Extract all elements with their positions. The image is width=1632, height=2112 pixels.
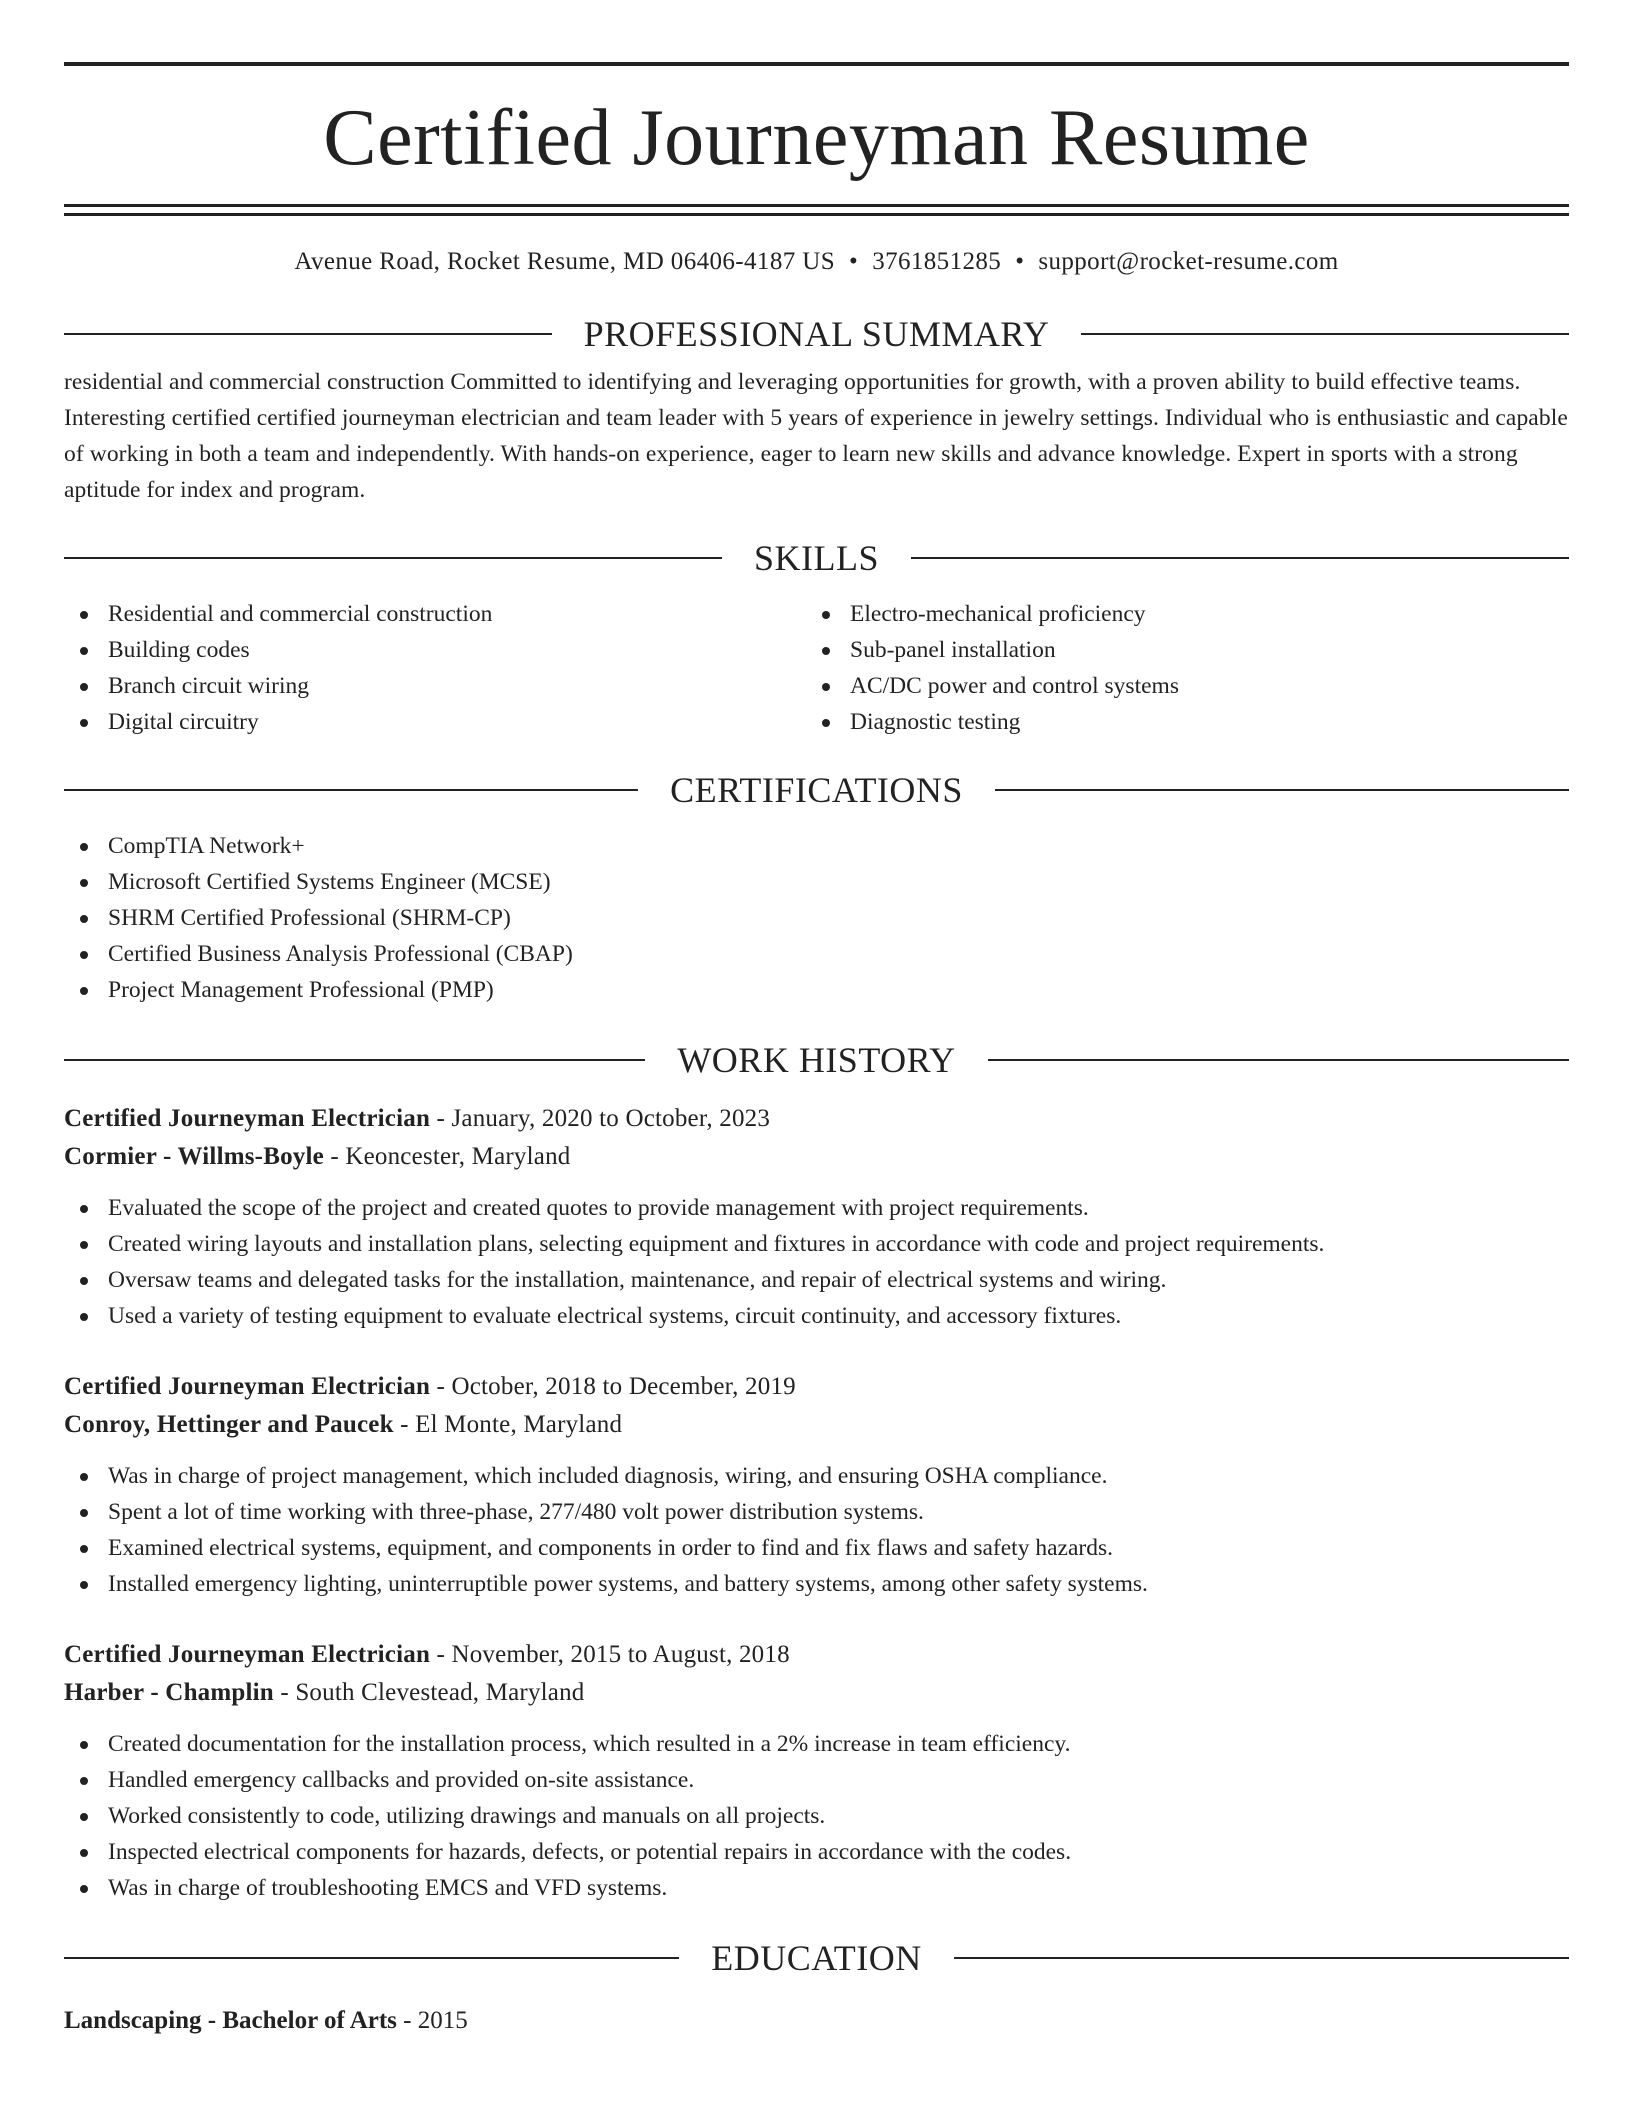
education-year: - 2015 (396, 2007, 468, 2034)
section-rule-right (988, 1059, 1569, 1061)
section-rule-left (64, 557, 722, 559)
job-dates: - January, 2020 to October, 2023 (430, 1105, 771, 1132)
job-title-line (64, 1368, 1569, 1406)
contact-separator: • (1015, 248, 1025, 275)
job-company: Conroy, Hettinger and Paucek (64, 1411, 394, 1438)
section-header-certifications (64, 768, 1569, 812)
job-bullet: Oversaw teams and delegated tasks for the installation, maintenance, and repair of electrical systems and wiring. (64, 1262, 1569, 1298)
certification-item: Microsoft Certified Systems Engineer (MCSE) (64, 864, 1569, 900)
job-company-line (64, 1674, 1569, 1712)
skill-item: Electro-mechanical proficiency (806, 596, 1548, 632)
skill-item: Residential and commercial construction (64, 596, 806, 632)
job-role: Certified Journeyman Electrician (64, 1373, 431, 1400)
top-rule (64, 62, 1569, 66)
skills-columns (64, 596, 1569, 740)
job-dates: - November, 2015 to August, 2018 (430, 1641, 790, 1668)
job-bullet: Examined electrical systems, equipment, and components in order to find and fix flaws and safety hazards. (64, 1530, 1569, 1566)
section-title-work-history: WORK HISTORY (677, 1040, 956, 1080)
contact-phone: 3761851285 (872, 248, 1002, 275)
section-title-summary: PROFESSIONAL SUMMARY (583, 314, 1050, 354)
resume-content (64, 62, 1569, 2040)
job-entry (64, 1368, 1569, 1602)
certifications-list (64, 828, 1569, 1008)
job-company-line (64, 1406, 1569, 1444)
certification-item: SHRM Certified Professional (SHRM-CP) (64, 900, 1569, 936)
skill-item: Branch circuit wiring (64, 668, 806, 704)
skill-item: AC/DC power and control systems (806, 668, 1548, 704)
job-bullet: Was in charge of troubleshooting EMCS and VFD systems. (64, 1870, 1569, 1906)
title-rule-upper (64, 204, 1569, 207)
contact-line (64, 246, 1569, 278)
job-location: - El Monte, Maryland (393, 1411, 623, 1438)
job-company: Cormier - Willms-Boyle (64, 1143, 324, 1170)
resume-title: Certified Journeyman Resume (323, 94, 1310, 182)
job-bullet: Created documentation for the installation process, which resulted in a 2% increase in team efficiency. (64, 1726, 1569, 1762)
section-rule-left (64, 333, 552, 335)
job-entry (64, 1636, 1569, 1906)
job-location: - South Clevestead, Maryland (273, 1679, 585, 1706)
job-bullet: Created wiring layouts and installation plans, selecting equipment and fixtures in accordance with code and project requirements. (64, 1226, 1569, 1262)
job-bullet: Used a variety of testing equipment to evaluate electrical systems, circuit continuity, and accessory fixtures. (64, 1298, 1569, 1334)
section-rule-left (64, 1957, 679, 1959)
certification-item: Certified Business Analysis Professional (CBAP) (64, 936, 1569, 972)
job-bullet: Handled emergency callbacks and provided on-site assistance. (64, 1762, 1569, 1798)
contact-separator: • (849, 248, 859, 275)
section-rule-right (911, 557, 1569, 559)
job-bullet: Installed emergency lighting, uninterruptible power systems, and battery systems, among other safety systems. (64, 1566, 1569, 1602)
title-rule-lower (64, 213, 1569, 216)
section-rule-left (64, 1059, 645, 1061)
job-title-line (64, 1100, 1569, 1138)
section-header-skills (64, 536, 1569, 580)
skill-item: Sub-panel installation (806, 632, 1548, 668)
section-rule-left (64, 789, 638, 791)
section-title-certifications: CERTIFICATIONS (670, 770, 963, 810)
contact-email: support@rocket-resume.com (1038, 248, 1339, 275)
job-bullets (64, 1458, 1569, 1602)
certification-item: CompTIA Network+ (64, 828, 1569, 864)
job-bullet: Worked consistently to code, utilizing drawings and manuals on all projects. (64, 1798, 1569, 1834)
section-rule-right (1081, 333, 1569, 335)
skills-list-left (64, 596, 806, 740)
job-bullets (64, 1190, 1569, 1334)
education-degree: Landscaping - Bachelor of Arts (64, 2007, 397, 2034)
section-title-skills: SKILLS (754, 538, 880, 578)
contact-address: Avenue Road, Rocket Resume, MD 06406-4187 US (294, 248, 836, 275)
summary-text: residential and commercial construction Committed to identifying and leveraging opportunities for growth, with a proven ability to build effective teams. Interesting certified certified journeyman electrician and team leader with 5 years of experience in jewelry settings. Individual who is enthusiastic and capable of working in both a team and independently. With hands-on experience, eager to learn new skills and advance knowledge. Expert in sports with a strong aptitude for index and program. (64, 369, 1568, 503)
section-rule-right (995, 789, 1569, 791)
skill-item: Digital circuitry (64, 704, 806, 740)
section-header-work-history (64, 1038, 1569, 1082)
certification-item: Project Management Professional (PMP) (64, 972, 1569, 1008)
skills-list-right (806, 596, 1548, 740)
job-bullet: Evaluated the scope of the project and created quotes to provide management with project requirements. (64, 1190, 1569, 1226)
job-location: - Keoncester, Maryland (323, 1143, 571, 1170)
job-bullets (64, 1726, 1569, 1906)
job-company-line (64, 1138, 1569, 1176)
section-header-education (64, 1936, 1569, 1980)
job-title-line (64, 1636, 1569, 1674)
section-header-summary (64, 312, 1569, 356)
job-bullet: Was in charge of project management, which included diagnosis, wiring, and ensuring OSHA compliance. (64, 1458, 1569, 1494)
job-entry (64, 1100, 1569, 1334)
job-bullet: Inspected electrical components for hazards, defects, or potential repairs in accordance with the codes. (64, 1834, 1569, 1870)
job-bullet: Spent a lot of time working with three-phase, 277/480 volt power distribution systems. (64, 1494, 1569, 1530)
skill-item: Diagnostic testing (806, 704, 1548, 740)
education-entry (64, 2002, 1569, 2040)
job-role: Certified Journeyman Electrician (64, 1105, 431, 1132)
section-rule-right (954, 1957, 1569, 1959)
section-title-education: EDUCATION (711, 1938, 922, 1978)
job-company: Harber - Champlin (64, 1679, 274, 1706)
skill-item: Building codes (64, 632, 806, 668)
job-dates: - October, 2018 to December, 2019 (430, 1373, 796, 1400)
job-role: Certified Journeyman Electrician (64, 1641, 431, 1668)
